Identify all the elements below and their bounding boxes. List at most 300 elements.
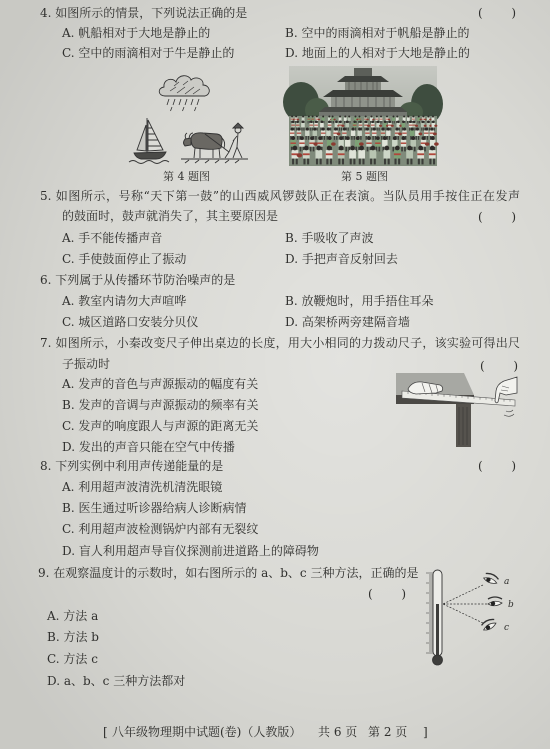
crowd-figure-part — [401, 142, 406, 143]
q6-option-d: D. 高架桥两旁建隔音墙 — [285, 315, 410, 329]
crowd-figure-part — [365, 127, 366, 131]
crowd-figure-part — [373, 128, 376, 131]
crowd-figure-part — [411, 140, 416, 147]
q8-option-d: D. 盲人利用超声导盲仪探测前进道路上的障碍物 — [62, 544, 319, 558]
crowd-figure-part — [310, 121, 313, 124]
crowd-figure-part — [416, 136, 417, 140]
crowd-figure-part — [434, 127, 435, 131]
crowd-figure-part — [398, 158, 400, 165]
eye-icon — [488, 597, 502, 606]
crowd-figure-part — [312, 127, 313, 131]
crowd-figure-part — [370, 115, 372, 117]
crowd-figure-part — [295, 121, 296, 124]
crowd-figure-part — [322, 128, 325, 131]
crowd-figure-part — [335, 121, 338, 124]
crowd-figure-part — [322, 115, 324, 117]
crowd-figure-part — [338, 158, 340, 165]
q4-figure — [125, 68, 248, 165]
crowd-figure-part — [410, 158, 412, 165]
crowd-figure-part — [371, 127, 372, 131]
eye-icon — [481, 618, 497, 632]
crowd-figure-part — [407, 146, 412, 151]
q7-option-d: D. 发出的声音只能在空气中传播 — [62, 440, 235, 454]
crowd-figure-part — [309, 125, 313, 126]
crowd-figure-part — [306, 128, 309, 131]
blank-open-paren: ( — [478, 459, 483, 473]
crowd-figure-part — [403, 128, 406, 131]
crowd-figure-part — [386, 130, 390, 136]
footer-title: 八年级物理期中试题(卷)（人教版） — [112, 725, 302, 739]
crowd-figure-part — [302, 115, 304, 117]
crowd-figure-part — [303, 127, 304, 131]
eye-label-a: a — [504, 577, 510, 587]
q7-stem-line-2: 子振动时 — [62, 357, 111, 371]
crowd-figure-part — [429, 153, 436, 155]
crowd-figure-part — [367, 136, 371, 140]
crowd-figure-part — [358, 150, 365, 158]
crowd-figure-part — [317, 127, 318, 131]
crowd-figure-part — [407, 158, 409, 165]
footer-open-bracket: [ — [103, 725, 108, 739]
crowd-figure-part — [303, 153, 310, 155]
crowd-figure-part — [419, 119, 421, 121]
crowd-figure-part — [305, 130, 309, 136]
crowd-figure-part — [290, 133, 294, 134]
q4-option-d: D. 地面上的人相对于大地是静止的 — [285, 46, 470, 60]
crowd-figure-part — [430, 146, 435, 151]
ruler-on-table-figure — [396, 371, 517, 447]
crowd-figure-part — [307, 158, 309, 165]
crowd-figure-part — [413, 121, 416, 124]
crowd-figure-part — [381, 121, 382, 124]
crowd-figure-part — [318, 119, 320, 121]
crowd-figure-part — [296, 158, 298, 165]
q4-option-a: A. 帆船相对于大地是静止的 — [62, 26, 211, 40]
crowd-figure-part — [372, 119, 374, 121]
crowd-figure-part — [326, 153, 333, 155]
crowd-figure-part — [345, 146, 347, 151]
crowd-figure-part — [322, 117, 325, 121]
crowd-figure-part — [341, 127, 342, 131]
q5-stem-line-2: 的鼓面时，鼓声就消失了，其主要原因是 — [62, 209, 279, 223]
q8-stem: 8. 下列实例中利用声传递能量的是 — [40, 459, 224, 473]
crowd-figure-part — [427, 115, 429, 117]
crowd-figure-part — [366, 142, 371, 143]
q5-stem-line-1: 5. 如图所示，号称“天下第一鼓”的山西威风锣鼓队正在表演。当队员用手按住正在发声 — [40, 189, 520, 203]
crowd-figure-part — [302, 117, 305, 121]
crowd-figure-part — [412, 119, 415, 120]
crowd-figure-part — [392, 140, 397, 147]
q8-option-c: C. 利用超声波检测锅炉内部有无裂纹 — [62, 522, 259, 536]
crowd-figure-part — [396, 128, 399, 131]
crowd-figure-part — [378, 146, 380, 151]
crowd-figure-part — [379, 125, 382, 127]
crowd-figure-part — [343, 128, 346, 131]
crowd-figure-part — [418, 158, 420, 165]
crowd-figure-part — [374, 158, 376, 165]
blank-open-paren: ( — [368, 587, 373, 601]
crowd-figure-part — [418, 136, 419, 140]
crowd-figure-part — [383, 136, 387, 140]
crowd-figure-part — [342, 158, 344, 165]
crowd-figure-part — [365, 121, 368, 124]
crowd-figure-part — [359, 146, 364, 151]
crowd-figure-part — [434, 142, 439, 145]
crowd-figure-part — [296, 121, 299, 124]
crowd-figure-part — [346, 121, 349, 124]
blank-close-paren: ) — [511, 6, 516, 20]
crowd-figure-part — [350, 146, 355, 151]
crowd-figure-part — [409, 127, 410, 131]
crowd-figure-part — [346, 136, 350, 140]
crowd-figure-part — [372, 121, 375, 124]
crowd-figure-part — [316, 158, 318, 165]
crowd-figure-part — [330, 158, 332, 165]
crowd-figure-part — [432, 117, 435, 121]
crowd-figure-part — [315, 136, 316, 140]
crowd-figure-part — [377, 127, 378, 131]
q9-option-d: D. a、b、c 三种方法都对 — [47, 674, 186, 688]
crowd-figure-part — [327, 128, 330, 131]
q8-option-a: A. 利用超声波清洗机清洗眼镜 — [62, 480, 223, 494]
crowd-figure-part — [312, 115, 314, 117]
crowd-figure-part — [302, 121, 305, 124]
crowd-figure-part — [294, 127, 295, 131]
thermometer-reading-figure — [425, 568, 520, 666]
crowd-figure-part — [339, 121, 342, 124]
crowd-figure-part — [371, 125, 375, 126]
crowd-figure-part — [334, 128, 337, 131]
q9-stem: 9. 在观察温度计的示数时，如右图所示的 a、b、c 三种方法，正确的是 — [38, 566, 419, 580]
crowd-figure-part — [350, 121, 351, 124]
crowd-figure-part — [402, 127, 403, 131]
crowd-figure-part — [331, 142, 336, 145]
crowd-figure-part — [433, 158, 435, 165]
crowd-figure-part — [433, 132, 437, 135]
crowd-figure-part — [359, 158, 361, 165]
crowd-figure-part — [429, 158, 431, 165]
crowd-figure-part — [390, 127, 391, 131]
crowd-figure-part — [291, 136, 295, 140]
q4-option-b: B. 空中的雨滴相对于帆船是静止的 — [285, 26, 470, 40]
crowd-figure-part — [380, 115, 382, 117]
crowd-figure-part — [310, 146, 312, 151]
crowd-figure-part — [297, 136, 298, 140]
crowd-figure-part — [421, 158, 423, 165]
crowd-figure-part — [425, 142, 430, 145]
crowd-figure-part — [402, 133, 406, 134]
crowd-figure-part — [338, 153, 345, 155]
crowd-figure-part — [381, 133, 385, 134]
crowd-figure-part — [337, 132, 341, 135]
crowd-figure-part — [381, 128, 384, 131]
blank-open-paren: ( — [480, 359, 485, 373]
crowd-figure-part — [394, 121, 395, 124]
crowd-figure-part — [396, 115, 398, 117]
crowd-figure-part — [299, 142, 304, 143]
crowd-figure-part — [333, 121, 334, 124]
crowd-figure-part — [297, 133, 301, 134]
crowd-figure-part — [338, 140, 343, 147]
crowd-figure-part — [425, 128, 428, 131]
footer-page-number: 第 2 页 — [368, 725, 408, 739]
crowd-figure-part — [398, 136, 399, 140]
crowd-figure-part — [418, 146, 423, 151]
crowd-figure-part — [393, 146, 395, 151]
crowd-figure-part — [352, 128, 355, 131]
crowd-figure-part — [384, 158, 386, 165]
crowd-figure-part — [365, 115, 367, 117]
crowd-figure-part — [370, 150, 377, 158]
crowd-figure-part — [333, 119, 335, 121]
blank-close-paren: ) — [511, 459, 516, 473]
crowd-figure-part — [311, 119, 314, 120]
blank-open-paren: ( — [478, 6, 483, 20]
sailboat-drawing — [129, 118, 169, 164]
crowd-figure-part — [407, 121, 408, 124]
crowd-figure-part — [330, 127, 331, 131]
crowd-figure-part — [427, 136, 428, 140]
q8-answer-blank — [478, 458, 516, 474]
crowd-figure-part — [315, 150, 322, 158]
crowd-figure-part — [402, 121, 405, 124]
eye-icon — [483, 572, 499, 586]
crowd-figure-part — [320, 158, 322, 165]
crowd-figure-part — [379, 127, 380, 131]
crowd-figure-part — [371, 146, 376, 151]
q5-figure-caption: 第 5 题图 — [341, 170, 388, 183]
crowd-figure-part — [372, 133, 376, 134]
crowd-figure-part — [292, 158, 294, 165]
crowd-figure-part — [292, 121, 295, 124]
q7-option-a: A. 发声的音色与声源振动的幅度有关 — [62, 377, 259, 391]
crowd-figure-part — [328, 136, 332, 140]
crowd-figure-part — [414, 146, 416, 151]
crowd-figure-part — [313, 146, 315, 151]
crowd-figure-part — [344, 117, 347, 121]
crowd-figure-part — [354, 115, 356, 117]
crowd-figure-part — [396, 117, 399, 121]
crowd-figure-part — [434, 125, 437, 127]
q6-option-b: B. 放鞭炮时，用手捂住耳朵 — [285, 294, 434, 308]
crowd-figure-part — [394, 153, 401, 155]
crowd-figure-part — [366, 136, 367, 140]
crowd-figure-part — [351, 136, 352, 140]
crowd-figure-part — [296, 127, 297, 131]
q6-option-c: C. 城区道路口安装分贝仪 — [62, 315, 199, 329]
crowd-figure-part — [412, 115, 414, 117]
crowd-figure-part — [326, 130, 330, 136]
crowd-figure-part — [424, 133, 428, 134]
crowd-figure-part — [375, 142, 380, 143]
q4-option-c: C. 空中的雨滴相对于牛是静止的 — [62, 46, 235, 60]
crowd-figure-part — [341, 125, 344, 127]
crowd-figure-part — [326, 158, 328, 165]
crowd-figure-part — [392, 115, 394, 117]
crowd-figure-part — [316, 146, 321, 151]
crowd-figure-part — [328, 115, 330, 117]
crowd-figure-part — [339, 127, 340, 131]
crowd-figure-part — [353, 125, 357, 126]
crowd-figure-part — [353, 121, 356, 124]
q5-option-b: B. 手吸收了声波 — [285, 231, 374, 245]
q7-option-c: C. 发声的响度跟人与声源的距离无关 — [62, 419, 259, 433]
crowd-figure-part — [358, 115, 360, 117]
crowd-figure-part — [291, 115, 293, 117]
crowd-figure-part — [419, 132, 423, 135]
crowd-figure-part — [366, 119, 368, 121]
q5-option-c: C. 手使鼓面停止了振动 — [62, 252, 187, 266]
crowd-figure-part — [360, 136, 361, 140]
crowd-figure-part — [401, 146, 403, 151]
crowd-figure-part — [409, 125, 413, 126]
crowd-figure-part — [367, 146, 369, 151]
crowd-figure-part — [383, 150, 390, 158]
crowd-figure-part — [376, 115, 378, 117]
crowd-figure-part — [291, 125, 295, 126]
q6-stem: 6. 下列属于从传播环节防治噪声的是 — [40, 273, 236, 287]
crowd-figure-part — [382, 140, 387, 147]
q9-option-b: B. 方法 b — [47, 630, 99, 644]
crowd-figure-part — [398, 132, 402, 135]
crowd-figure-part — [422, 136, 426, 140]
crowd-figure-part — [409, 121, 412, 124]
q7-stem-line-1: 7. 如图所示，小秦改变尺子伸出桌边的长度，用大小相同的力拨动尺子，该实验可得出尺 — [40, 336, 520, 350]
crowd-figure-part — [389, 121, 392, 124]
crowd-figure-part — [402, 136, 406, 140]
crowd-figure-part — [334, 136, 335, 140]
crowd-figure-part — [308, 115, 310, 117]
crowd-figure-part — [403, 117, 406, 121]
crowd-figure-part — [327, 146, 332, 151]
crowd-figure-part — [310, 127, 311, 131]
hand-plucking-ruler — [495, 377, 517, 403]
crowd-figure-part — [327, 136, 328, 140]
crowd-figure-part — [432, 115, 434, 117]
crowd-figure-part — [386, 136, 387, 140]
blank-close-paren: ) — [401, 587, 406, 601]
crowd-figure-part — [293, 146, 298, 151]
crowd-figure-part — [394, 158, 396, 165]
crowd-figure-part — [339, 146, 344, 151]
crowd-figure-part — [339, 115, 341, 117]
crowd-figure-part — [355, 127, 356, 131]
crowd-figure-part — [389, 136, 390, 140]
q7-option-b: B. 发声的音调与声源振动的频率有关 — [62, 398, 259, 412]
crowd-figure-part — [429, 119, 431, 121]
crowd-figure-part — [321, 121, 324, 124]
crowd-figure-part — [313, 142, 318, 145]
q4-answer-blank — [478, 5, 516, 21]
q5-option-d: D. 手把声音反射回去 — [285, 252, 398, 266]
crowd-figure-part — [350, 158, 352, 165]
crowd-figure-part — [422, 121, 425, 124]
crowd-figure-part — [358, 128, 361, 131]
crowd-figure-part — [397, 121, 400, 124]
crowd-figure-part — [349, 150, 356, 158]
crowd-figure-part — [430, 128, 433, 131]
crowd-figure-part — [317, 142, 322, 143]
crowd-figure-part — [310, 136, 314, 140]
crowd-figure-part — [297, 153, 303, 157]
crowd-figure-part — [429, 127, 430, 131]
crowd-figure-part — [336, 136, 337, 140]
crowd-figure-part — [345, 140, 350, 147]
crowd-figure-part — [313, 128, 316, 131]
q6-option-a: A. 教室内请勿大声喧哗 — [62, 294, 187, 308]
crowd-figure-part — [403, 115, 405, 117]
crowd-figure-part — [308, 136, 309, 140]
crowd-figure-part — [301, 127, 302, 131]
footer-close-bracket: ] — [423, 725, 428, 739]
crowd-figure-part — [321, 133, 325, 134]
crowd-figure-part — [344, 121, 345, 124]
crowd-figure-part — [345, 123, 349, 128]
crowd-figure-part — [391, 125, 394, 127]
crowd-figure-part — [411, 136, 415, 140]
drum-team-photo — [289, 66, 437, 166]
crowd-figure-part — [392, 121, 393, 124]
q9-option-a: A. 方法 a — [47, 609, 99, 623]
q9-option-c: C. 方法 c — [47, 652, 98, 666]
crowd-figure-part — [328, 125, 332, 126]
crowd-figure-part — [332, 115, 334, 117]
crowd-figure-part — [316, 115, 318, 117]
q5-option-a: A. 手不能传播声音 — [62, 231, 163, 245]
crowd-figure-part — [348, 115, 350, 117]
blank-close-paren: ) — [511, 210, 516, 224]
crowd-figure-part — [290, 142, 295, 143]
crowd-figure-part — [307, 119, 310, 120]
crowd-figure-part — [372, 136, 373, 140]
crowd-figure-part — [392, 117, 395, 121]
crowd-figure-part — [357, 130, 361, 136]
crowd-figure-part — [388, 158, 390, 165]
crowd-figure-part — [386, 115, 388, 117]
crowd-figure-part — [402, 123, 406, 128]
blank-close-paren: ) — [513, 359, 518, 373]
crowd-figure-part — [424, 146, 426, 151]
crowd-figure-part — [411, 128, 414, 131]
crowd-figure-part — [300, 136, 304, 140]
crowd-figure-part — [421, 127, 422, 131]
crowd-figure-part — [407, 115, 409, 117]
crowd-figure-part — [431, 136, 435, 140]
crowd-figure-part — [358, 119, 361, 120]
crowd-figure-part — [387, 128, 390, 131]
crowd-figure-part — [418, 121, 419, 124]
crowd-figure-part — [417, 153, 424, 155]
q4-figure-caption: 第 4 题图 — [163, 170, 210, 183]
crowd-figure-part — [296, 125, 300, 126]
ox-plowing-drawing — [181, 123, 248, 163]
crowd-figure-part — [297, 119, 299, 121]
crowd-figure-part — [366, 128, 369, 131]
crowd-figure-part — [388, 119, 390, 121]
crowd-figure-part — [359, 125, 363, 126]
crowd-figure-part — [328, 121, 331, 124]
footer-total-pages: 共 6 页 — [318, 725, 358, 739]
crowd-figure-part — [297, 128, 300, 131]
q5-answer-blank — [478, 209, 516, 225]
crowd-figure-part — [304, 146, 309, 151]
crowd-figure-part — [353, 158, 355, 165]
crowd-figure-part — [377, 121, 380, 124]
crowd-figure-part — [404, 146, 406, 151]
crowd-figure-part — [380, 119, 383, 120]
crowd-figure-part — [418, 115, 420, 117]
blank-open-paren: ( — [478, 210, 483, 224]
